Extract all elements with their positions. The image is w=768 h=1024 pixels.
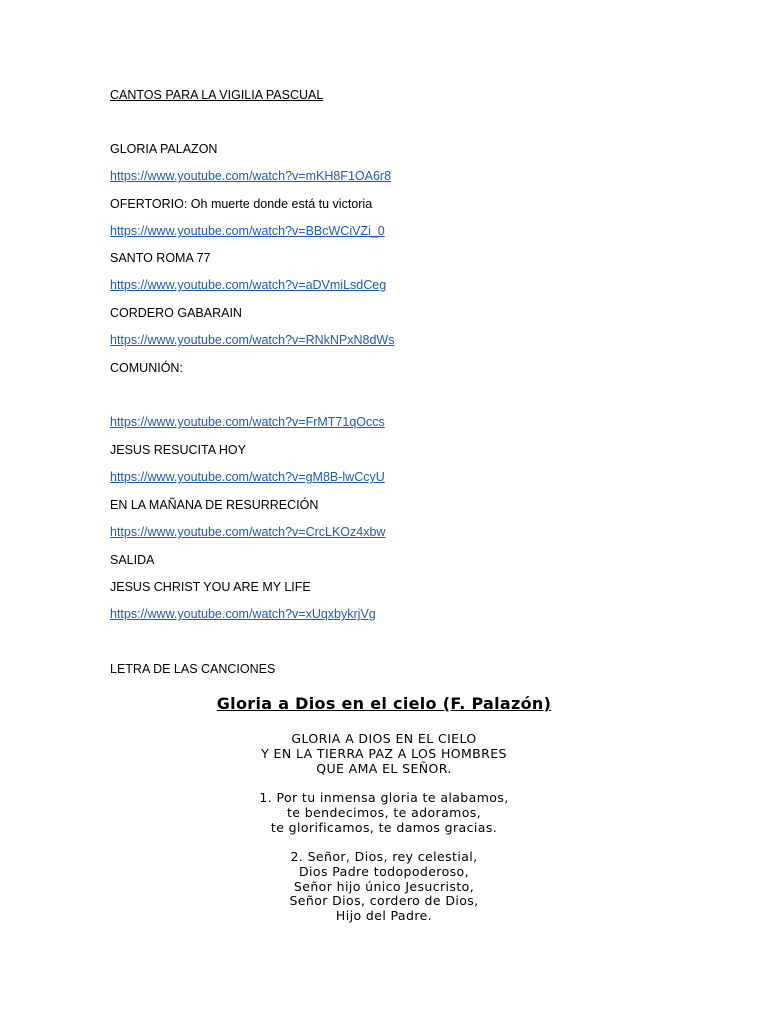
song-link-comunion[interactable]: https://www.youtube.com/watch?v=FrMT71qOccs: [110, 415, 385, 429]
lyrics-line: Hijo del Padre.: [335, 908, 433, 924]
lyrics-line: te glorificamos, te damos gracias.: [270, 819, 498, 835]
song-name-comunion: COMUNIÓN:: [110, 361, 183, 375]
song-name-manana: EN LA MAÑANA DE RESURRECIÓN: [110, 498, 319, 512]
song-link-cordero[interactable]: https://www.youtube.com/watch?v=RNkNPxN8dWs: [110, 333, 395, 347]
song-link-manana[interactable]: https://www.youtube.com/watch?v=CrcLKOz4xbw: [110, 525, 386, 539]
lyrics-line: GLORIA A DIOS EN EL CIELO: [291, 731, 477, 746]
lyrics-song-title: Gloria a Dios en el cielo (F. Palazón): [216, 694, 552, 713]
lyrics-line: Señor Dios, cordero de Dios,: [289, 893, 479, 909]
song-name-gloria: GLORIA PALAZON: [110, 142, 218, 156]
lyrics-chorus: [0, 732, 768, 776]
lyrics-verse-1: [0, 791, 768, 835]
lyrics-line: 2. Señor, Dios, rey celestial,: [290, 849, 478, 864]
lyrics-line: Dios Padre todopoderoso,: [299, 863, 469, 879]
song-link-salida[interactable]: https://www.youtube.com/watch?v=xUqxbykrjVg: [110, 607, 376, 621]
lyrics-line: Y EN LA TIERRA PAZ A LOS HOMBRES: [261, 745, 507, 761]
song-link-ofertorio[interactable]: https://www.youtube.com/watch?v=BBcWCiVZi_0: [110, 224, 385, 238]
song-name-cordero: CORDERO GABARAIN: [110, 306, 242, 320]
song-sub-salida: JESUS CHRIST YOU ARE MY LIFE: [110, 580, 311, 594]
song-link-santo[interactable]: https://www.youtube.com/watch?v=aDVmiLsdCeg: [110, 278, 387, 292]
song-name-ofertorio: OFERTORIO: Oh muerte donde está tu victoria: [110, 197, 373, 211]
song-link-jesus-resucita[interactable]: https://www.youtube.com/watch?v=gM8B-lwCcyU: [110, 470, 385, 484]
song-name-jesus-resucita: JESUS RESUCITA HOY: [110, 443, 246, 457]
lyrics-line: Señor hijo único Jesucristo,: [293, 878, 475, 894]
lyrics-heading: LETRA DE LAS CANCIONES: [110, 662, 276, 676]
document-title: CANTOS PARA LA VIGILIA PASCUAL: [110, 88, 324, 102]
lyrics-verse-2: [0, 850, 768, 924]
lyrics-line: te bendecimos, te adoramos,: [286, 804, 482, 820]
song-name-santo: SANTO ROMA 77: [110, 251, 211, 265]
lyrics-line: 1. Por tu inmensa gloria te alabamos,: [259, 790, 509, 805]
lyrics-line: QUE AMA EL SEÑOR.: [316, 760, 452, 776]
song-name-salida: SALIDA: [110, 553, 155, 567]
song-link-gloria[interactable]: https://www.youtube.com/watch?v=mKH8F1OA6r8: [110, 169, 392, 183]
